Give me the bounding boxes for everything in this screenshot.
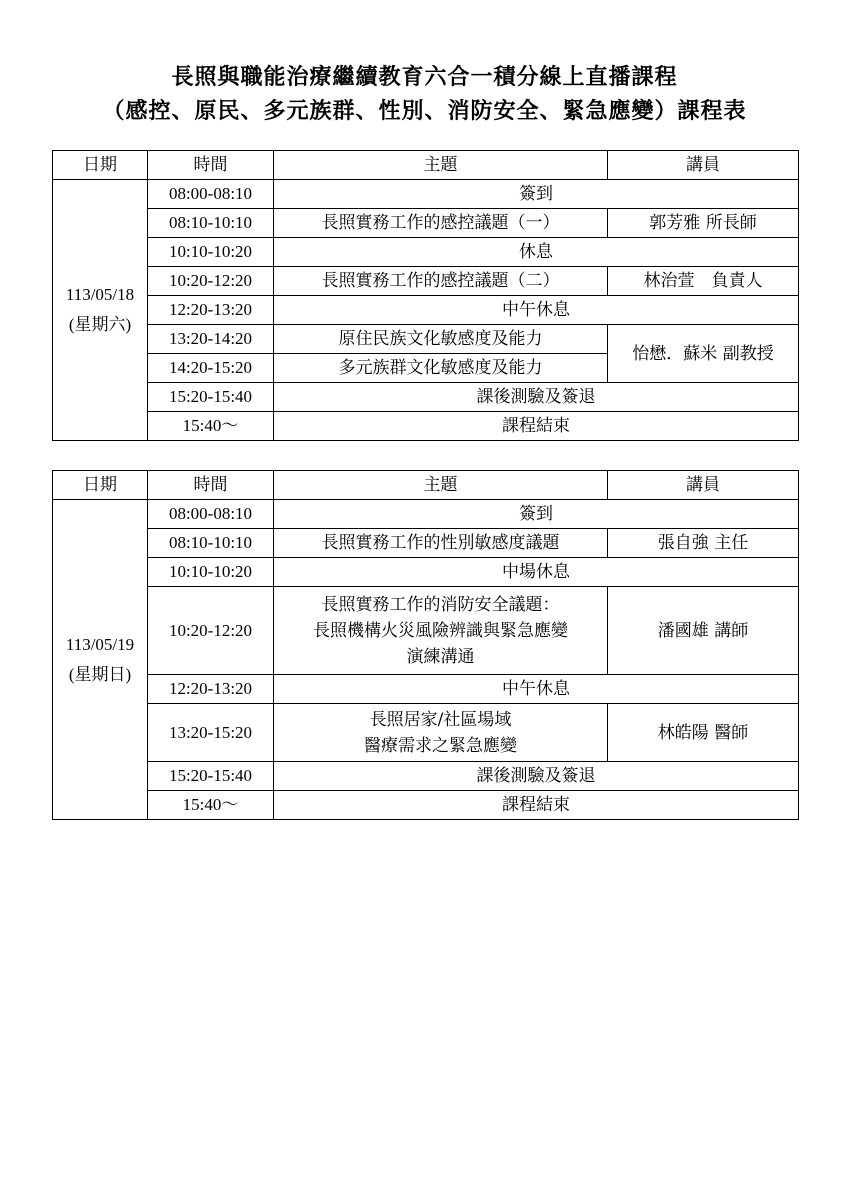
topic-cell: 課後測驗及簽退 <box>274 762 799 791</box>
topic-cell: 簽到 <box>274 180 799 209</box>
table-row <box>53 412 799 441</box>
topic-cell: 課程結束 <box>274 412 799 441</box>
header-time: 時間 <box>148 151 274 180</box>
table-row <box>53 675 799 704</box>
table-row <box>53 325 799 354</box>
date-text: 113/05/19 <box>65 634 135 654</box>
topic-cell: 中午休息 <box>274 296 799 325</box>
topic-line: 長照居家/社區場域 <box>369 709 512 730</box>
topic-cell: 課後測驗及簽退 <box>274 383 799 412</box>
table-row <box>53 238 799 267</box>
weekday-text: (星期六) <box>68 315 132 334</box>
table-row <box>53 383 799 412</box>
document-title: 長照與職能治療繼續教育六合一積分線上直播課程 <box>171 64 678 90</box>
table-row <box>53 500 799 529</box>
time-cell: 15:20-15:40 <box>148 383 274 412</box>
time-cell: 10:20-12:20 <box>148 267 274 296</box>
header-speaker: 講員 <box>608 151 799 180</box>
speaker-cell: 林皓陽 醫師 <box>608 704 799 762</box>
time-cell: 08:10-10:10 <box>148 209 274 238</box>
topic-line: 長照機構火災風險辨識與緊急應變 <box>313 620 568 641</box>
time-cell: 15:40～ <box>148 412 274 441</box>
table-row <box>53 209 799 238</box>
time-cell: 08:00-08:10 <box>148 500 274 529</box>
date-text: 113/05/18 <box>65 285 135 304</box>
time-cell: 15:20-15:40 <box>148 762 274 791</box>
weekday-text: (星期日) <box>68 664 132 684</box>
table-header-row <box>53 471 799 500</box>
topic-line: 長照實務工作的消防安全議題： <box>321 594 560 615</box>
header-date: 日期 <box>53 471 148 500</box>
speaker-cell: 怡懋．蘇米 副教授 <box>608 325 799 383</box>
topic-cell: 原住民族文化敏感度及能力 <box>274 325 608 354</box>
header-topic: 主題 <box>274 471 608 500</box>
topic-cell: 中場休息 <box>274 558 799 587</box>
table-header-row <box>53 151 799 180</box>
topic-cell: 多元族群文化敏感度及能力 <box>274 354 608 383</box>
table-row <box>53 558 799 587</box>
topic-cell: 課程結束 <box>274 791 799 820</box>
date-cell <box>53 500 148 820</box>
table-row <box>53 529 799 558</box>
topic-cell: 簽到 <box>274 500 799 529</box>
speaker-cell: 潘國雄 講師 <box>608 587 799 675</box>
topic-cell: 長照實務工作的性別敏感度議題 <box>274 529 608 558</box>
header-date: 日期 <box>53 151 148 180</box>
table-row <box>53 704 799 762</box>
topic-line: 演練溝通 <box>406 646 475 667</box>
time-cell: 08:00-08:10 <box>148 180 274 209</box>
topic-cell <box>274 587 608 675</box>
header-speaker: 講員 <box>608 471 799 500</box>
time-cell: 08:10-10:10 <box>148 529 274 558</box>
time-cell: 14:20-15:20 <box>148 354 274 383</box>
speaker-cell: 林治萱 負責人 <box>608 267 799 296</box>
topic-cell <box>274 704 608 762</box>
time-cell: 15:40～ <box>148 791 274 820</box>
topic-cell: 休息 <box>274 238 799 267</box>
table-row <box>53 180 799 209</box>
time-cell: 13:20-15:20 <box>148 704 274 762</box>
schedule-table-day1 <box>52 150 799 441</box>
topic-cell: 長照實務工作的感控議題（二） <box>274 267 608 296</box>
document-subtitle: （感控、原民、多元族群、性別、消防安全、緊急應變）課程表 <box>102 98 747 124</box>
topic-cell: 中午休息 <box>274 675 799 704</box>
header-topic: 主題 <box>274 151 608 180</box>
table-row <box>53 267 799 296</box>
date-cell <box>53 180 148 441</box>
speaker-cell: 郭芳雅 所長師 <box>608 209 799 238</box>
time-cell: 12:20-13:20 <box>148 675 274 704</box>
table-row <box>53 296 799 325</box>
time-cell: 13:20-14:20 <box>148 325 274 354</box>
schedule-table-day2 <box>52 470 799 820</box>
time-cell: 10:20-12:20 <box>148 587 274 675</box>
speaker-cell: 張自強 主任 <box>608 529 799 558</box>
time-cell: 10:10-10:20 <box>148 558 274 587</box>
table-row <box>53 791 799 820</box>
header-time: 時間 <box>148 471 274 500</box>
time-cell: 10:10-10:20 <box>148 238 274 267</box>
topic-cell: 長照實務工作的感控議題（一） <box>274 209 608 238</box>
topic-line: 醫療需求之緊急應變 <box>364 735 517 756</box>
time-cell: 12:20-13:20 <box>148 296 274 325</box>
table-row <box>53 762 799 791</box>
table-row <box>53 587 799 675</box>
